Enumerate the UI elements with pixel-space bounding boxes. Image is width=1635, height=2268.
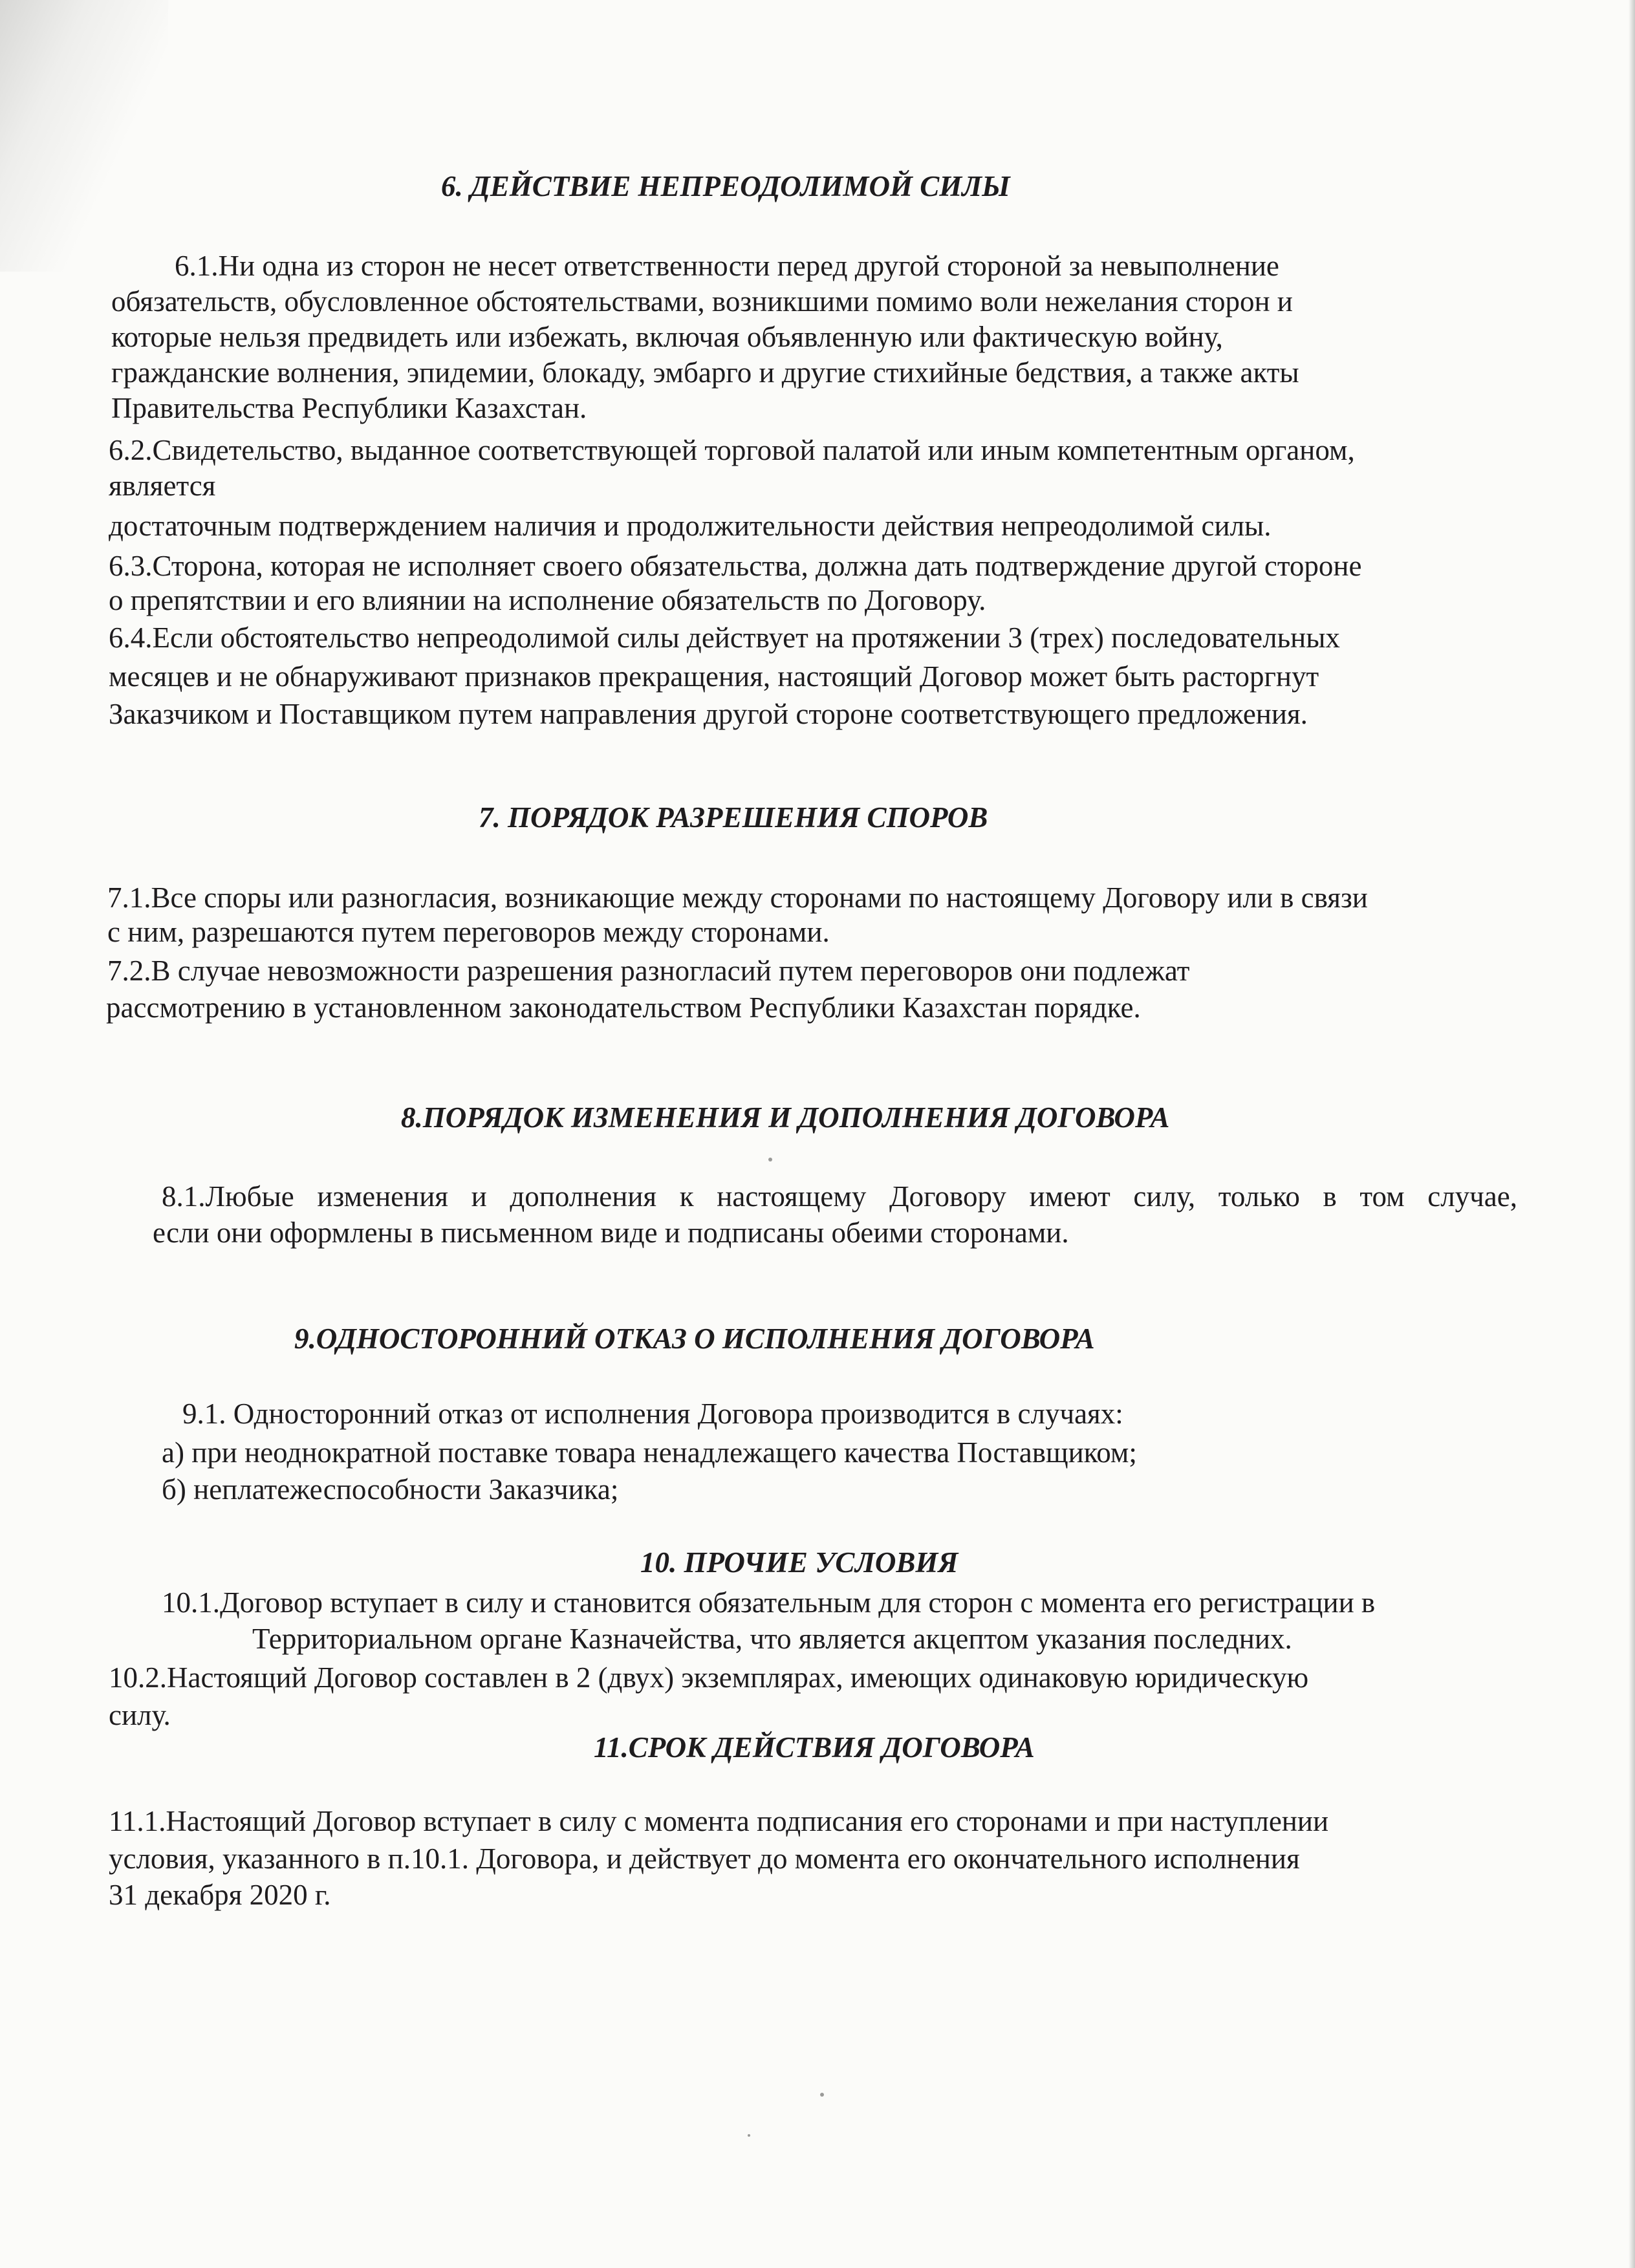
- section-11-line: 31 декабря 2020 г.: [109, 1879, 331, 1911]
- section-6-line: является: [109, 470, 216, 502]
- section-10-line: 10.1.Договор вступает в силу и становится обязательным для сторон с момента его регистрации в: [162, 1586, 1376, 1619]
- section-11-title: 11.СРОК ДЕЙСТВИЯ ДОГОВОРА: [594, 1731, 1035, 1764]
- section-6-line: месяцев и не обнаруживают признаков прекращения, настоящий Договор может быть расторгнут: [109, 660, 1319, 693]
- section-7-title: 7. ПОРЯДОК РАЗРЕШЕНИЯ СПОРОВ: [479, 801, 988, 834]
- section-8-line: если они оформлены в письменном виде и подписаны обеими сторонами.: [153, 1216, 1069, 1249]
- section-11-line: условия, указанного в п.10.1. Договора, и действует до момента его окончательного исполнения: [109, 1842, 1300, 1875]
- section-6-line: достаточным подтверждением наличия и продолжительности действия непреодолимой силы.: [109, 510, 1272, 542]
- section-7-line: рассмотрению в установленном законодательством Республики Казахстан порядке.: [106, 991, 1141, 1024]
- section-7-line: 7.2.В случае невозможности разрешения разногласий путем переговоров они подлежат: [107, 955, 1190, 987]
- section-6-line: 6.2.Свидетельство, выданное соответствующей торговой палатой или иным компетентным органом,: [109, 434, 1355, 466]
- section-11-line: 11.1.Настоящий Договор вступает в силу с момента подписания его сторонами и при наступлении: [109, 1805, 1329, 1837]
- ink-speck: [768, 1158, 772, 1161]
- section-6-title: 6. ДЕЙСТВИЕ НЕПРЕОДОЛИМОЙ СИЛЫ: [441, 170, 1010, 202]
- section-6-line: 6.4.Если обстоятельство непреодолимой силы действует на протяжении 3 (трех) последовательных: [109, 621, 1340, 654]
- section-7-line: 7.1.Все споры или разногласия, возникающие между сторонами по настоящему Договору или в связи: [107, 881, 1368, 914]
- section-10-line: силу.: [109, 1699, 171, 1731]
- section-6-line: 6.1.Ни одна из сторон не несет ответственности перед другой стороной за невыполнение: [175, 250, 1279, 282]
- section-9-title: 9.ОДНОСТОРОННИЙ ОТКАЗ О ИСПОЛНЕНИЯ ДОГОВОРА: [294, 1323, 1095, 1355]
- section-9-line: 9.1. Односторонний отказ от исполнения Договора производится в случаях:: [182, 1398, 1123, 1430]
- section-6-line: о препятствии и его влиянии на исполнение обязательств по Договору.: [109, 584, 986, 616]
- ink-speck: [748, 2134, 750, 2137]
- section-6-line: гражданские волнения, эпидемии, блокаду, эмбарго и другие стихийные бедствия, а также акты: [111, 356, 1299, 389]
- section-9-line: а) при неоднократной поставке товара ненадлежащего качества Поставщиком;: [162, 1436, 1137, 1469]
- section-10-title: 10. ПРОЧИЕ УСЛОВИЯ: [640, 1546, 958, 1579]
- section-9-line: б) неплатежеспособности Заказчика;: [162, 1473, 619, 1506]
- section-6-line: Правительства Республики Казахстан.: [111, 392, 587, 424]
- section-8-title: 8.ПОРЯДОК ИЗМЕНЕНИЯ И ДОПОЛНЕНИЯ ДОГОВОРА: [401, 1101, 1170, 1134]
- section-8-line: 8.1.Любые изменения и дополнения к настоящему Договору имеют силу, только в том случае,: [162, 1180, 1517, 1213]
- section-6-line: обязательств, обусловленное обстоятельствами, возникшими помимо воли нежелания сторон и: [111, 285, 1293, 318]
- section-6-line: Заказчиком и Поставщиком путем направления другой стороне соответствующего предложения.: [109, 698, 1308, 730]
- ink-speck: [820, 2093, 824, 2097]
- section-7-line: с ним, разрешаются путем переговоров между сторонами.: [107, 916, 830, 948]
- section-6-line: которые нельзя предвидеть или избежать, включая объявленную или фактическую войну,: [111, 321, 1223, 353]
- page-fold-shadow: [0, 0, 168, 272]
- page-edge-shadow: [1629, 0, 1635, 2268]
- section-6-line: 6.3.Сторона, которая не исполняет своего обязательства, должна дать подтверждение другой стороне: [109, 550, 1362, 582]
- section-10-line: Территориальном органе Казначейства, что является акцептом указания последних.: [252, 1623, 1292, 1655]
- section-10-line: 10.2.Настоящий Договор составлен в 2 (двух) экземплярах, имеющих одинаковую юридическую: [109, 1661, 1309, 1694]
